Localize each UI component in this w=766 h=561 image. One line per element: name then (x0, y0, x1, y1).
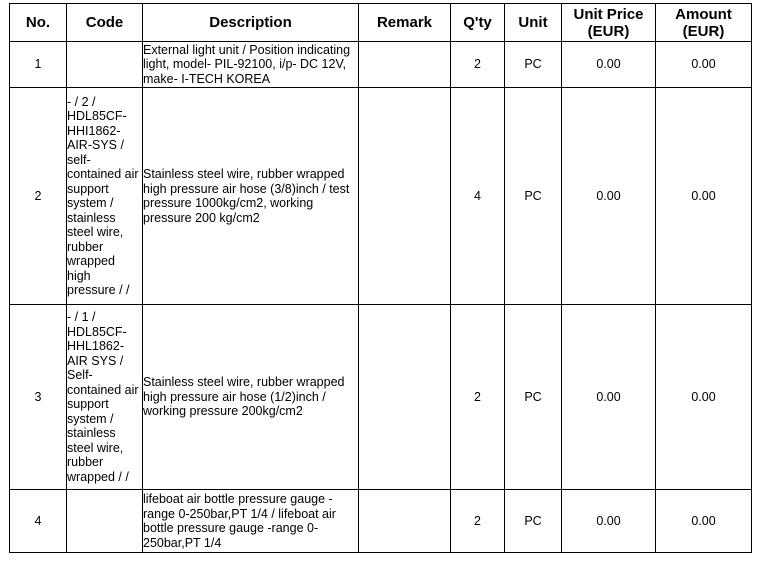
cell-code (67, 490, 143, 553)
cell-amount: 0.00 (656, 305, 752, 490)
table-row (10, 490, 752, 553)
cell-no: 3 (10, 305, 67, 490)
cell-unit: PC (505, 88, 562, 305)
cell-code (67, 42, 143, 88)
cell-description: Stainless steel wire, rubber wrapped high pressure air hose (1/2)inch / working pressure 200kg/cm2 (143, 305, 359, 490)
cell-qty: 4 (451, 88, 505, 305)
header-amount: Amount (EUR) (656, 4, 752, 42)
header-unit: Unit (505, 4, 562, 42)
cell-qty: 2 (451, 42, 505, 88)
cell-amount: 0.00 (656, 42, 752, 88)
table-row (10, 88, 752, 305)
cell-unit: PC (505, 42, 562, 88)
cell-description: lifeboat air bottle pressure gauge -range 0-250bar,PT 1/4 / lifeboat air bottle pressure gauge -range 0-250bar,PT 1/4 (143, 490, 359, 553)
header-unit-price: Unit Price (EUR) (562, 4, 656, 42)
cell-description: Stainless steel wire, rubber wrapped high pressure air hose (3/8)inch / test pressure 1000kg/cm2, working pressure 200 kg/cm2 (143, 88, 359, 305)
cell-code: - / 1 / HDL85CF-HHL1862-AIR SYS / Self-contained air support system / stainless steel wire, rubber wrapped / / (67, 305, 143, 490)
header-no: No. (10, 4, 67, 42)
cell-remark (359, 305, 451, 490)
cell-no: 2 (10, 88, 67, 305)
cell-qty: 2 (451, 490, 505, 553)
cell-unit: PC (505, 305, 562, 490)
cell-unit-price: 0.00 (562, 305, 656, 490)
cell-description: External light unit / Position indicating light, model- PIL-92100, i/p- DC 12V, make- I-TECH KOREA (143, 42, 359, 88)
table-row (10, 42, 752, 88)
cell-amount: 0.00 (656, 88, 752, 305)
cell-amount: 0.00 (656, 490, 752, 553)
cell-unit-price: 0.00 (562, 490, 656, 553)
header-code: Code (67, 4, 143, 42)
cell-unit-price: 0.00 (562, 88, 656, 305)
header-qty: Q'ty (451, 4, 505, 42)
header-remark: Remark (359, 4, 451, 42)
cell-no: 4 (10, 490, 67, 553)
quotation-table (9, 3, 752, 553)
cell-unit-price: 0.00 (562, 42, 656, 88)
cell-remark (359, 42, 451, 88)
cell-qty: 2 (451, 305, 505, 490)
cell-remark (359, 490, 451, 553)
cell-no: 1 (10, 42, 67, 88)
header-description: Description (143, 4, 359, 42)
cell-remark (359, 88, 451, 305)
header-row (10, 4, 752, 42)
table-row (10, 305, 752, 490)
cell-unit: PC (505, 490, 562, 553)
cell-code: - / 2 / HDL85CF-HHI1862-AIR-SYS / self-contained air support system / stainless steel wire, rubber wrapped high pressure / / (67, 88, 143, 305)
